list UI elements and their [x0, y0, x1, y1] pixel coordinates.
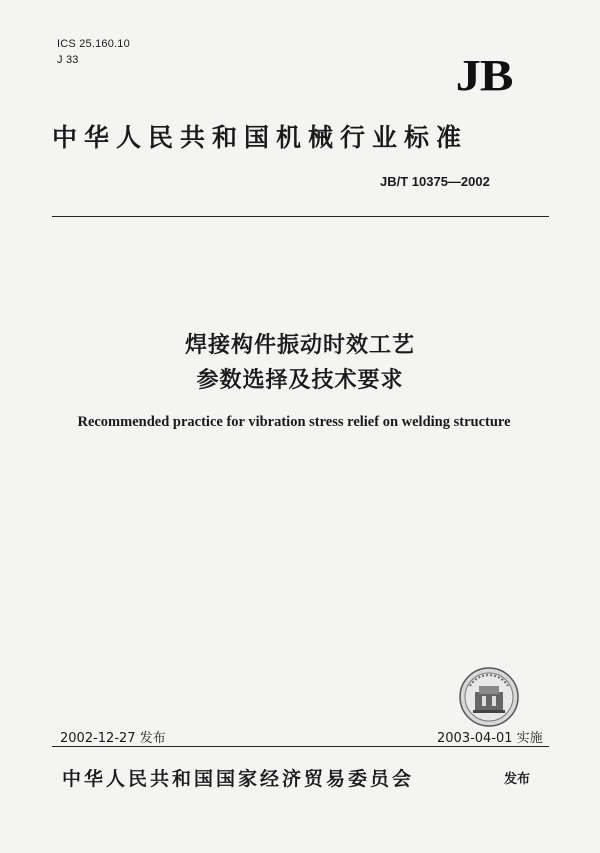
footer-divider	[52, 746, 549, 747]
issue-date: 2002-12-27 发布	[60, 731, 166, 746]
standard-title: 中华人民共和国机械行业标准	[52, 123, 469, 152]
issuer-suffix: 发布	[504, 772, 531, 787]
standard-number: JB/T 10375—2002	[380, 174, 490, 189]
jb-logo: JB	[455, 51, 512, 100]
document-title-zh-line1: 焊接构件振动时效工艺	[184, 333, 415, 358]
issuing-authority: 中华人民共和国国家经济贸易委员会	[62, 768, 415, 790]
document-title-en: Recommended practice for vibration stress relief on welding structure	[77, 414, 511, 430]
header-divider	[52, 216, 549, 217]
classification-code: J 33	[57, 54, 79, 66]
document-title-zh-line2: 参数选择及技术要求	[196, 368, 404, 393]
implementation-date: 2003-04-01 实施	[437, 731, 543, 746]
official-seal-icon	[458, 666, 520, 728]
ics-code: ICS 25.160.10	[57, 38, 130, 50]
